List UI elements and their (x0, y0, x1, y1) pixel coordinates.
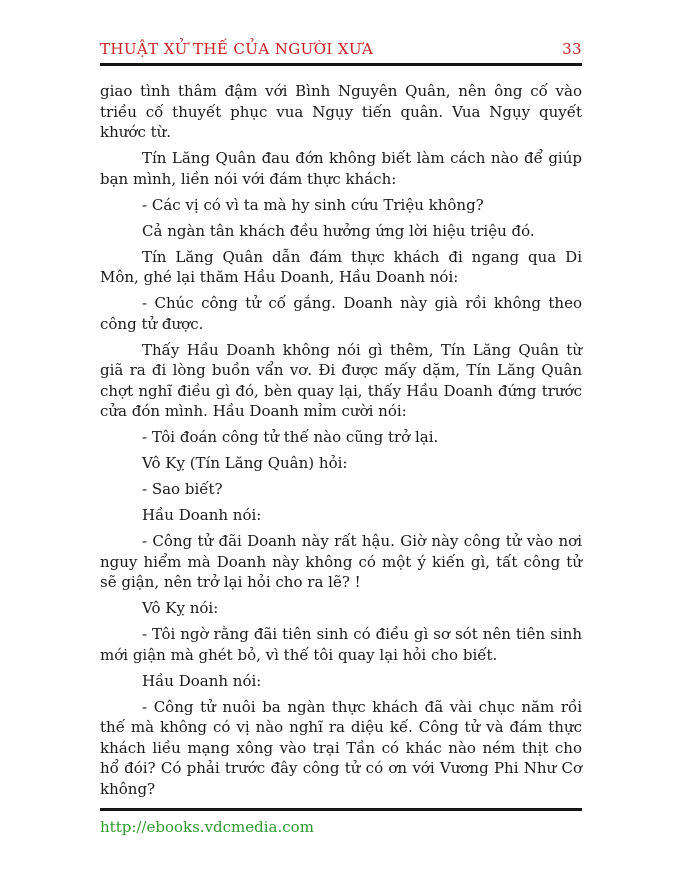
body-paragraph: Cả ngàn tân khách đều hưởng ứng lời hiệu triệu đó. (142, 221, 535, 240)
body-paragraph: Vô Kỵ (Tín Lăng Quân) hỏi: (142, 454, 348, 472)
body-paragraph: - Tôi đoán công tử thế nào cũng trở lại. (142, 428, 439, 446)
body-paragraph: - Công tử đãi Doanh này rất hậu. Giờ này công tử vào nơi nguy hiểm mà Doanh này không có một ý kiến gì, tất công tử sẽ giận, nên trở lại hỏi cho ra lẽ? ! (100, 532, 582, 591)
body-paragraph: Thấy Hầu Doanh không nói gì thêm, Tín Lăng Quân từ giã ra đi lòng buồn vẩn vơ. Đi được mấy dặm, Tín Lăng Quân chợt nghĩ điều gì đó, bèn quay lại, thấy Hầu Doanh đứng trước cửa đón mình. Hầu Doanh mỉm cười nói: (100, 340, 582, 420)
page-number: 33 (562, 40, 582, 58)
body-paragraph: Tín Lăng Quân dẫn đám thực khách đi ngang qua Di Môn, ghé lại thăm Hầu Doanh, Hầu Doanh nói: (100, 247, 582, 286)
body-paragraph: - Chúc công tử cố gắng. Doanh này già rồi không theo công tử được. (100, 294, 582, 333)
body-paragraph: giao tình thâm đậm với Bình Nguyên Quân, nên ông cố vào triều cố thuyết phục vua Ngụy tiến quân. Vua Ngụy quyết khước từ. (100, 82, 582, 141)
body-paragraph: Vô Kỵ nói: (142, 599, 219, 617)
body-paragraph: - Các vị có vì ta mà hy sinh cứu Triệu không? (142, 195, 484, 214)
body-paragraph: - Sao biết? (142, 480, 223, 498)
body-paragraph: Hầu Doanh nói: (142, 506, 262, 524)
running-title: THUẬT XỬ THẾ CỦA NGƯỜI XƯA (100, 40, 374, 58)
body-paragraph: - Công tử nuôi ba ngàn thực khách đã vài chục năm rồi thế mà không có vị nào nghĩ ra diệu kế. Công tử và đám thực khách liều mạng xông vào trại Tần có khác nào ném thịt cho hổ đói? Có phải trước đây công tử có ơn với Vương Phi Như Cơ không? (100, 697, 582, 798)
body-paragraph: Tín Lăng Quân đau đớn không biết làm cách nào để giúp bạn mình, liền nói với đám thực khách: (100, 149, 582, 188)
page-footer (100, 808, 582, 836)
body-paragraph: Hầu Doanh nói: (142, 671, 262, 690)
body-paragraph: - Tôi ngờ rằng đãi tiên sinh có điều gì sơ sót nên tiên sinh mới giận mà ghét bỏ, vì thế tôi quay lại hỏi cho biết. (100, 625, 582, 664)
body-text (100, 81, 582, 805)
page-header (100, 40, 582, 66)
ebooks-site-link[interactable]: http://ebooks.vdcmedia.com (100, 818, 314, 836)
